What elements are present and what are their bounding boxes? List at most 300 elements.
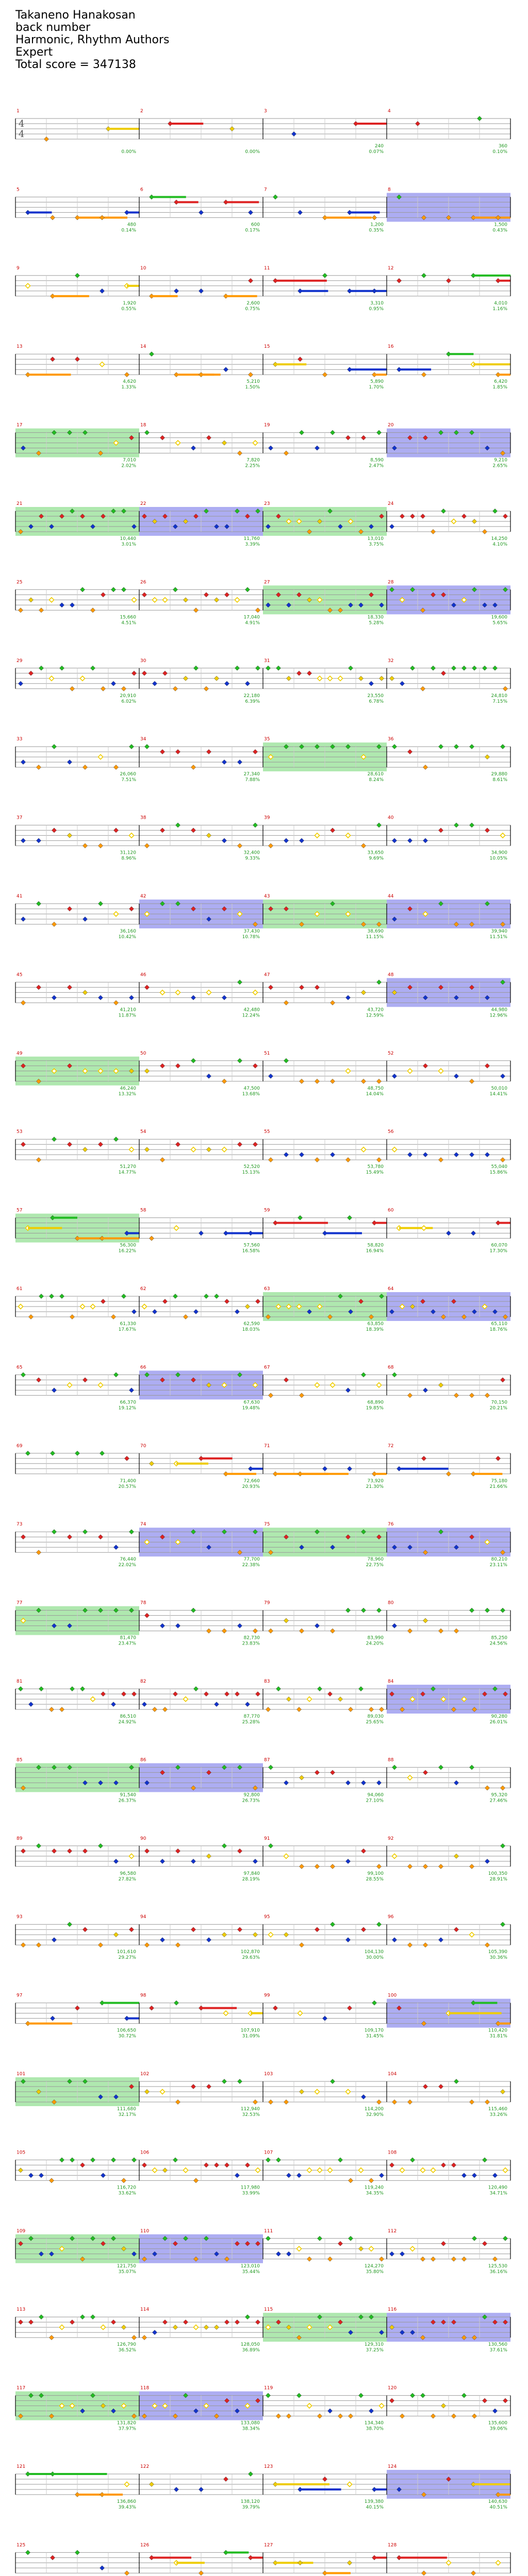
measure-score: 18,330 [367,615,384,620]
note [50,215,55,220]
note [174,2487,178,2492]
note [206,750,211,754]
measure-percent: 0.35% [369,228,384,233]
note [111,1702,116,1706]
measure-percent: 24.92% [118,1720,136,1725]
sustain-tail [251,1232,263,1234]
note [237,1849,242,1853]
note [149,1236,154,1241]
note [235,1691,239,1696]
measure-percent: 20.93% [242,1484,260,1489]
measure-percent: 37.25% [366,2348,384,2353]
note [222,1933,226,1937]
note [82,1927,87,1932]
measure-score: 82,730 [243,1635,260,1641]
measure-percent: 25.28% [242,1720,260,1725]
measure-score: 85,250 [491,1635,507,1641]
measure-percent: 21.30% [366,1484,384,1489]
measure-number: 33 [16,737,23,742]
note [268,1393,273,1398]
note [255,1299,260,1303]
measure-percent: 0.14% [121,228,136,233]
note [482,2398,487,2403]
measure-number: 103 [264,2072,273,2077]
note [18,1686,23,1691]
note [70,603,74,607]
measure-percent: 3.01% [121,542,136,547]
measure-percent: 11.87% [118,1013,136,1019]
measure-number: 113 [16,2307,26,2313]
measure-score: 44,980 [491,1007,507,1013]
measure-percent: 20.57% [118,1484,136,1489]
note [229,126,234,131]
measure-percent: 10.42% [118,935,136,940]
sustain-tail [28,1227,62,1229]
measure-score: 63,850 [367,1321,384,1327]
note [397,278,401,283]
measure-number: 39 [264,815,270,821]
chart-row [15,1286,510,1332]
note [183,676,188,681]
note [338,2158,342,2162]
note [423,1388,427,1393]
measure-percent: 32.90% [366,2112,384,2117]
note [485,1859,489,1863]
note [235,2320,239,2325]
note [410,2158,415,2162]
note-hopo [129,1147,134,1152]
sustain-tail [102,2494,123,2496]
measure-number: 21 [16,501,23,506]
measure-score: 68,890 [367,1400,384,1405]
chart-row [15,344,510,390]
note [175,750,180,754]
measure-score: 48,750 [367,1086,384,1091]
sustain-tail [275,280,327,282]
measure-percent: 8.61% [492,777,507,783]
measure-score: 123,010 [240,2263,260,2269]
measure-percent: 0.17% [245,228,260,233]
sustain-tail [449,353,473,355]
measure-number: 81 [16,1679,23,1684]
chart-row [15,2386,510,2432]
measure-score: 3,310 [370,300,384,306]
note [322,1466,327,1471]
measure-percent: 34.71% [489,2191,507,2196]
note-hopo [345,833,350,838]
sustain-tail [399,1227,433,1229]
note [315,446,319,450]
sustain-tail [226,201,259,203]
measure-percent: 13.68% [242,1091,260,1097]
note [204,592,208,597]
measure-percent: 4.10% [492,542,507,547]
sustain-tail [498,374,510,376]
note [52,1849,56,1853]
measure-score: 8,590 [370,457,384,463]
measure-percent: 5.28% [369,620,384,626]
note [191,765,195,770]
sustain-tail [498,280,510,282]
measure-number: 19 [264,422,270,428]
note [266,666,270,670]
note [222,2079,226,2083]
measure-number: 20 [388,422,394,428]
sustain-tail [325,216,372,218]
note-hopo [113,911,118,916]
note [454,1153,458,1157]
note [266,1707,270,1711]
measure-percent: 0.00% [121,149,136,155]
measure-score: 135,600 [488,2420,507,2426]
measure-number: 58 [140,1208,146,1213]
note [237,1142,242,1147]
measure-number: 31 [264,658,270,664]
measure-score: 61,330 [120,1321,136,1327]
note [327,2257,332,2261]
sustain-tail [102,2002,139,2004]
note [49,2178,54,2183]
note [149,1461,154,1466]
note [469,1864,474,1869]
note [441,2403,446,2408]
measure-score: 10,440 [120,536,136,541]
measure-percent: 1.85% [492,385,507,391]
measure-percent: 19.12% [118,1405,136,1411]
note-hopo [175,990,180,995]
measure-score: 17,040 [243,615,260,620]
note [162,1707,167,1711]
measure-number: 98 [140,1993,146,1998]
total-score: Total score = 347138 [15,58,136,71]
note [193,666,198,670]
note [369,681,373,686]
note [36,838,41,843]
note [142,592,146,597]
note [25,1451,30,1455]
measure-percent: 7.15% [492,699,507,704]
measure-score: 133,080 [240,2420,260,2426]
measure-number: 15 [264,344,270,350]
measure-score: 86,510 [120,1714,136,1719]
note-hopo [183,1697,188,1701]
sustain-tail [473,1473,502,1475]
note [330,1153,335,1157]
note [191,2084,195,2089]
note [451,2163,456,2167]
measure-percent: 39.06% [489,2426,507,2432]
sustain-tail [473,216,510,218]
note [317,1686,322,1691]
note [441,509,446,513]
measure-number: 28 [388,580,394,585]
note [500,1608,505,1613]
measure-number: 42 [140,894,146,899]
measure-percent: 30.72% [118,2033,136,2039]
note-hopo [392,1854,397,1858]
note [400,2251,404,2256]
note-hopo [376,1383,381,1387]
note [469,1079,474,1083]
sustain-tail [53,295,89,297]
note [345,1608,350,1613]
note [307,2257,311,2261]
measure-percent: 12.24% [242,1013,260,1019]
measure-score: 91,540 [120,1792,136,1798]
note [438,1158,443,1162]
note [206,435,211,440]
measure-percent: 15.49% [366,1170,384,1176]
note [52,1530,56,1534]
note-hopo [345,1069,350,1073]
note [410,2393,415,2398]
sustain-tail [53,1217,77,1219]
note-hopo [407,1069,412,1073]
measure-score: 37,430 [243,929,260,934]
note-hopo [347,2482,352,2486]
measure-percent: 25.65% [366,1720,384,1725]
sustain-tail [251,2556,263,2558]
measure-number: 61 [16,1286,23,1292]
note [469,1608,474,1613]
measure-number: 63 [264,1286,270,1292]
chart-row [15,1993,510,2039]
note [149,2006,154,2010]
note [482,2241,487,2246]
measure-score: 34,900 [491,850,507,856]
note [446,1231,451,1235]
note [400,514,404,518]
note [237,843,242,848]
note [162,1299,167,1303]
note [113,828,118,833]
note [348,2414,353,2418]
note [376,1608,381,1613]
measure-percent: 5.65% [492,620,507,626]
measure-score: 6,420 [494,379,507,385]
note [237,1058,242,1063]
note [18,2320,23,2325]
note [21,1943,25,1947]
note [144,430,149,435]
note-hopo [469,1933,474,1937]
note [90,608,95,613]
measure-percent: 16.22% [118,1248,136,1254]
measure-number: 110 [140,2228,150,2234]
chart-row [15,266,510,312]
note [113,1001,118,1005]
note [204,1294,208,1298]
note [296,1707,301,1711]
note [284,1153,288,1157]
note [299,985,304,990]
measure-number: 24 [388,501,394,506]
note [410,666,415,670]
note [52,995,56,1000]
note [268,2099,273,2104]
note [407,1153,412,1157]
note [67,1922,72,1927]
note [160,1859,164,1863]
note [160,1623,164,1628]
measure-number: 97 [16,1993,23,1998]
measure-score: 33,650 [367,850,384,856]
sustain-tail [152,295,178,297]
note [485,1608,489,1613]
chart-row [15,423,510,469]
note [129,1927,134,1932]
measure-score: 140,630 [488,2499,507,2504]
note [129,995,134,1000]
note [67,1849,72,1853]
measure-percent: 31.81% [489,2033,507,2039]
note [423,2084,427,2089]
sustain-tail [374,2488,387,2490]
measure-score: 120,490 [488,2185,507,2191]
note [191,1608,195,1613]
note [18,2168,23,2173]
measure-percent: 2.02% [121,463,136,469]
measure-number: 60 [388,1208,394,1213]
note [315,1079,319,1083]
note [299,2089,304,2094]
note [21,1535,25,1539]
measure-score: 97,840 [243,1871,260,1876]
note-hopo [191,1147,195,1152]
note [315,1927,319,1932]
note [438,1864,443,1869]
note [361,435,366,440]
note [224,592,229,597]
note-hopo [183,2168,188,2173]
note [372,289,376,293]
chart-row [15,1051,510,1097]
measure-percent: 26.73% [242,1798,260,1804]
measure-number: 23 [264,501,270,506]
measure-number: 8 [388,187,391,193]
note [284,1618,288,1623]
measure-score: 95,320 [491,1792,507,1798]
note [284,1058,288,1063]
measure-score: 46,240 [120,1086,136,1091]
note [75,273,79,278]
measure-score: 94,060 [367,1792,384,1798]
note [162,671,167,675]
note [113,1933,118,1937]
note [235,1309,239,1314]
note [492,2257,497,2261]
note [392,744,397,749]
measure-percent: 27.46% [489,1798,507,1804]
sustain-tail [473,275,510,277]
note [21,838,25,843]
note [330,1001,335,1005]
note [348,1707,353,1711]
note [39,2315,43,2319]
note [191,1927,195,1932]
measure-score: 39,940 [491,929,507,934]
measure-percent: 14.41% [489,1091,507,1097]
note [276,1686,280,1691]
note [98,995,103,1000]
measure-score: 58,820 [367,1243,384,1248]
note-hopo [503,2168,507,2173]
note-hopo [392,1147,397,1152]
note [199,2487,203,2492]
note [111,2158,116,2162]
measure-number: 108 [388,2150,397,2156]
measure-score: 130,560 [488,2342,507,2348]
note [485,1063,489,1068]
note [21,1001,25,1005]
note [431,529,435,534]
measure-score: 77,700 [243,1557,260,1563]
chart-row [15,894,510,940]
measure-number: 4 [388,109,391,114]
note-hopo [431,2168,435,2173]
note-hopo [298,2011,302,2015]
note [70,1686,74,1691]
song-title: Takaneno Hanakosan [15,9,136,22]
note [299,1079,304,1083]
sustain-tail [350,211,380,213]
note [284,451,288,455]
note [469,1393,474,1398]
chart-row [15,1914,510,1960]
measure-score: 75,180 [491,1478,507,1484]
measure-number: 78 [140,1600,146,1606]
note [237,451,242,455]
note [245,2163,250,2167]
measure-number: 13 [16,344,23,350]
note [469,1765,474,1770]
note [82,765,87,770]
note [298,2561,302,2565]
note [111,587,116,592]
measure-number: 49 [16,1050,23,1056]
note-hopo [174,1226,178,1230]
measure-number: 55 [264,1129,270,1135]
measure-percent: 11.15% [366,935,384,940]
note [361,1849,366,1853]
note [113,1137,118,1142]
measure-score: 67,630 [243,1400,260,1405]
note [472,519,476,523]
measure-score: 87,770 [243,1714,260,1719]
note [376,823,381,827]
note [500,2089,505,2094]
note-hopo [496,2561,500,2565]
measure-score: 240 [374,144,384,149]
note [28,671,33,675]
measure-score: 53,780 [367,1164,384,1170]
sustain-tail [53,2473,107,2475]
measure-score: 73,920 [367,1478,384,1484]
measure-number: 87 [264,1757,270,1763]
note [160,435,164,440]
chart-row [15,2307,510,2353]
note [204,686,208,691]
note [98,1535,103,1539]
measure-percent: 7.88% [245,777,260,783]
chart-row [15,187,510,233]
note [144,744,149,749]
note [503,514,507,518]
note [98,1843,103,1848]
note [90,2315,95,2319]
note [131,671,136,675]
measure-score: 89,030 [367,1714,384,1719]
